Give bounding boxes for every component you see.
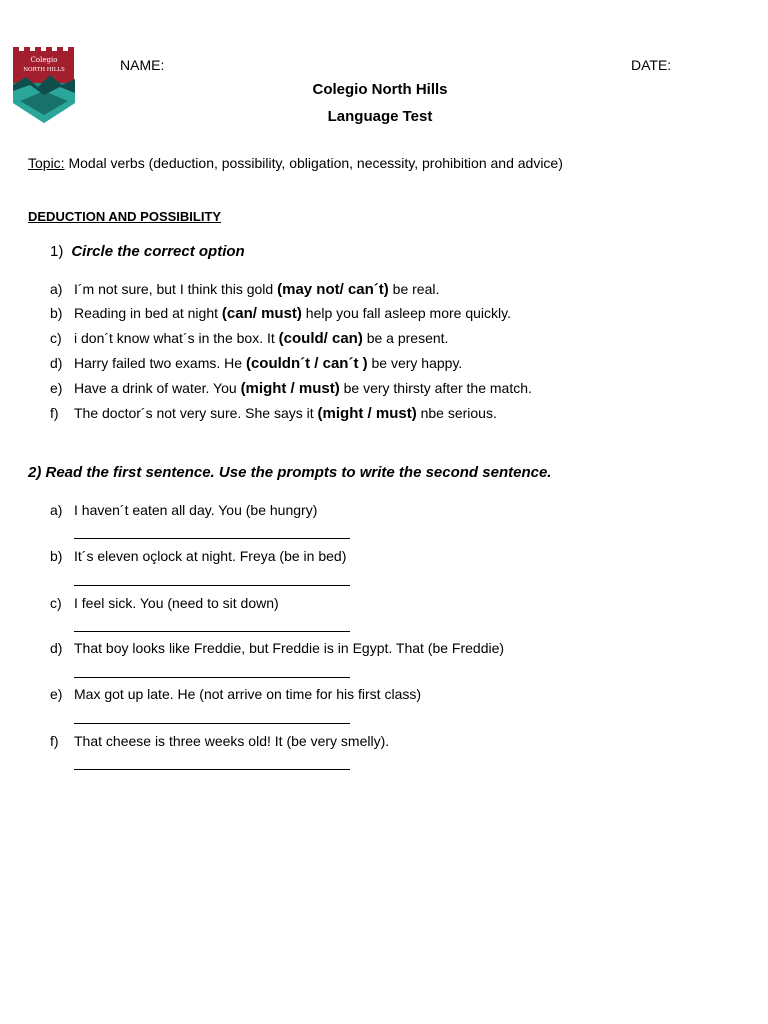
item-text: i don´t know what´s in the box. It — [74, 330, 279, 346]
item-text: The doctor´s not very sure. She says it — [74, 405, 318, 421]
q1-item-e — [50, 380, 532, 397]
item-letter: c) — [50, 330, 62, 346]
item-options: (could/ can) — [278, 330, 363, 347]
question-1-heading — [50, 243, 245, 260]
item-options: (might / must) — [240, 380, 340, 397]
question-1-title: Circle the correct option — [71, 243, 245, 260]
q1-item-d — [50, 355, 462, 372]
item-letter: f) — [50, 733, 59, 749]
svg-text:NORTH HILLS: NORTH HILLS — [23, 67, 65, 73]
item-letter: b) — [50, 305, 63, 321]
item-letter: a) — [50, 281, 63, 297]
item-text: Reading in bed at night — [74, 305, 222, 321]
item-letter: a) — [50, 502, 63, 518]
item-options: (may not/ can´t) — [277, 281, 389, 298]
test-title: Language Test — [327, 108, 433, 125]
item-text: It´s eleven oçlock at night. Freya (be in bed) — [74, 548, 347, 564]
item-text-end: be real. — [388, 281, 440, 297]
answer-line-d[interactable] — [74, 677, 350, 678]
q2-item-f — [50, 733, 389, 749]
topic-label: Topic: — [28, 155, 65, 171]
item-letter: e) — [50, 686, 63, 702]
item-letter: f) — [50, 405, 59, 421]
item-options: (couldn´t / can´t ) — [245, 355, 368, 372]
q2-item-a — [50, 502, 317, 518]
item-letter: c) — [50, 595, 62, 611]
item-text-end: be very happy. — [367, 355, 463, 371]
answer-line-c[interactable] — [74, 631, 350, 632]
item-letter: d) — [50, 355, 63, 371]
answer-line-f[interactable] — [74, 769, 350, 770]
item-text: Have a drink of water. You — [74, 380, 241, 396]
item-options: (can/ must) — [221, 305, 302, 322]
question-2-title: 2) Read the first sentence. Use the prompts to write the second sentence. — [28, 464, 552, 481]
q1-item-c — [50, 330, 448, 347]
question-1-number: 1) — [50, 243, 64, 260]
topic-text: Modal verbs (deduction, possibility, obligation, necessity, prohibition and advice) — [64, 155, 563, 171]
item-options: (might / must) — [317, 405, 417, 422]
item-text: Max got up late. He (not arrive on time for his first class) — [74, 686, 422, 702]
q2-item-b — [50, 548, 346, 564]
q1-item-a — [50, 281, 439, 298]
item-letter: e) — [50, 380, 63, 396]
item-text-end: help you fall asleep more quickly. — [301, 305, 511, 321]
item-text: I feel sick. You (need to sit down) — [74, 595, 279, 611]
section-title: DEDUCTION AND POSSIBILITY — [28, 209, 222, 224]
q1-item-b — [50, 305, 511, 322]
item-letter: b) — [50, 548, 63, 564]
name-label: NAME: — [120, 57, 165, 73]
q2-item-d — [50, 640, 504, 656]
item-text: That boy looks like Freddie, but Freddie is in Egypt. That (be Freddie) — [74, 640, 505, 656]
q2-item-e — [50, 686, 421, 702]
item-text: I´m not sure, but I think this gold — [74, 281, 278, 297]
answer-line-a[interactable] — [74, 538, 350, 539]
item-letter: d) — [50, 640, 63, 656]
item-text-end: be a present. — [362, 330, 449, 346]
q1-item-f — [50, 405, 497, 422]
item-text: That cheese is three weeks old! It (be very smelly). — [74, 733, 390, 749]
topic-line — [28, 155, 563, 171]
item-text: I haven´t eaten all day. You (be hungry) — [74, 502, 318, 518]
school-name: Colegio North Hills — [312, 81, 448, 98]
answer-line-e[interactable] — [74, 723, 350, 724]
q2-item-c — [50, 595, 279, 611]
date-label: DATE: — [631, 57, 672, 73]
item-text: Harry failed two exams. He — [74, 355, 246, 371]
item-text-end: be very thirsty after the match. — [339, 380, 532, 396]
svg-text:Colegio: Colegio — [30, 56, 58, 64]
item-text-end: nbe serious. — [416, 405, 497, 421]
answer-line-b[interactable] — [74, 585, 350, 586]
